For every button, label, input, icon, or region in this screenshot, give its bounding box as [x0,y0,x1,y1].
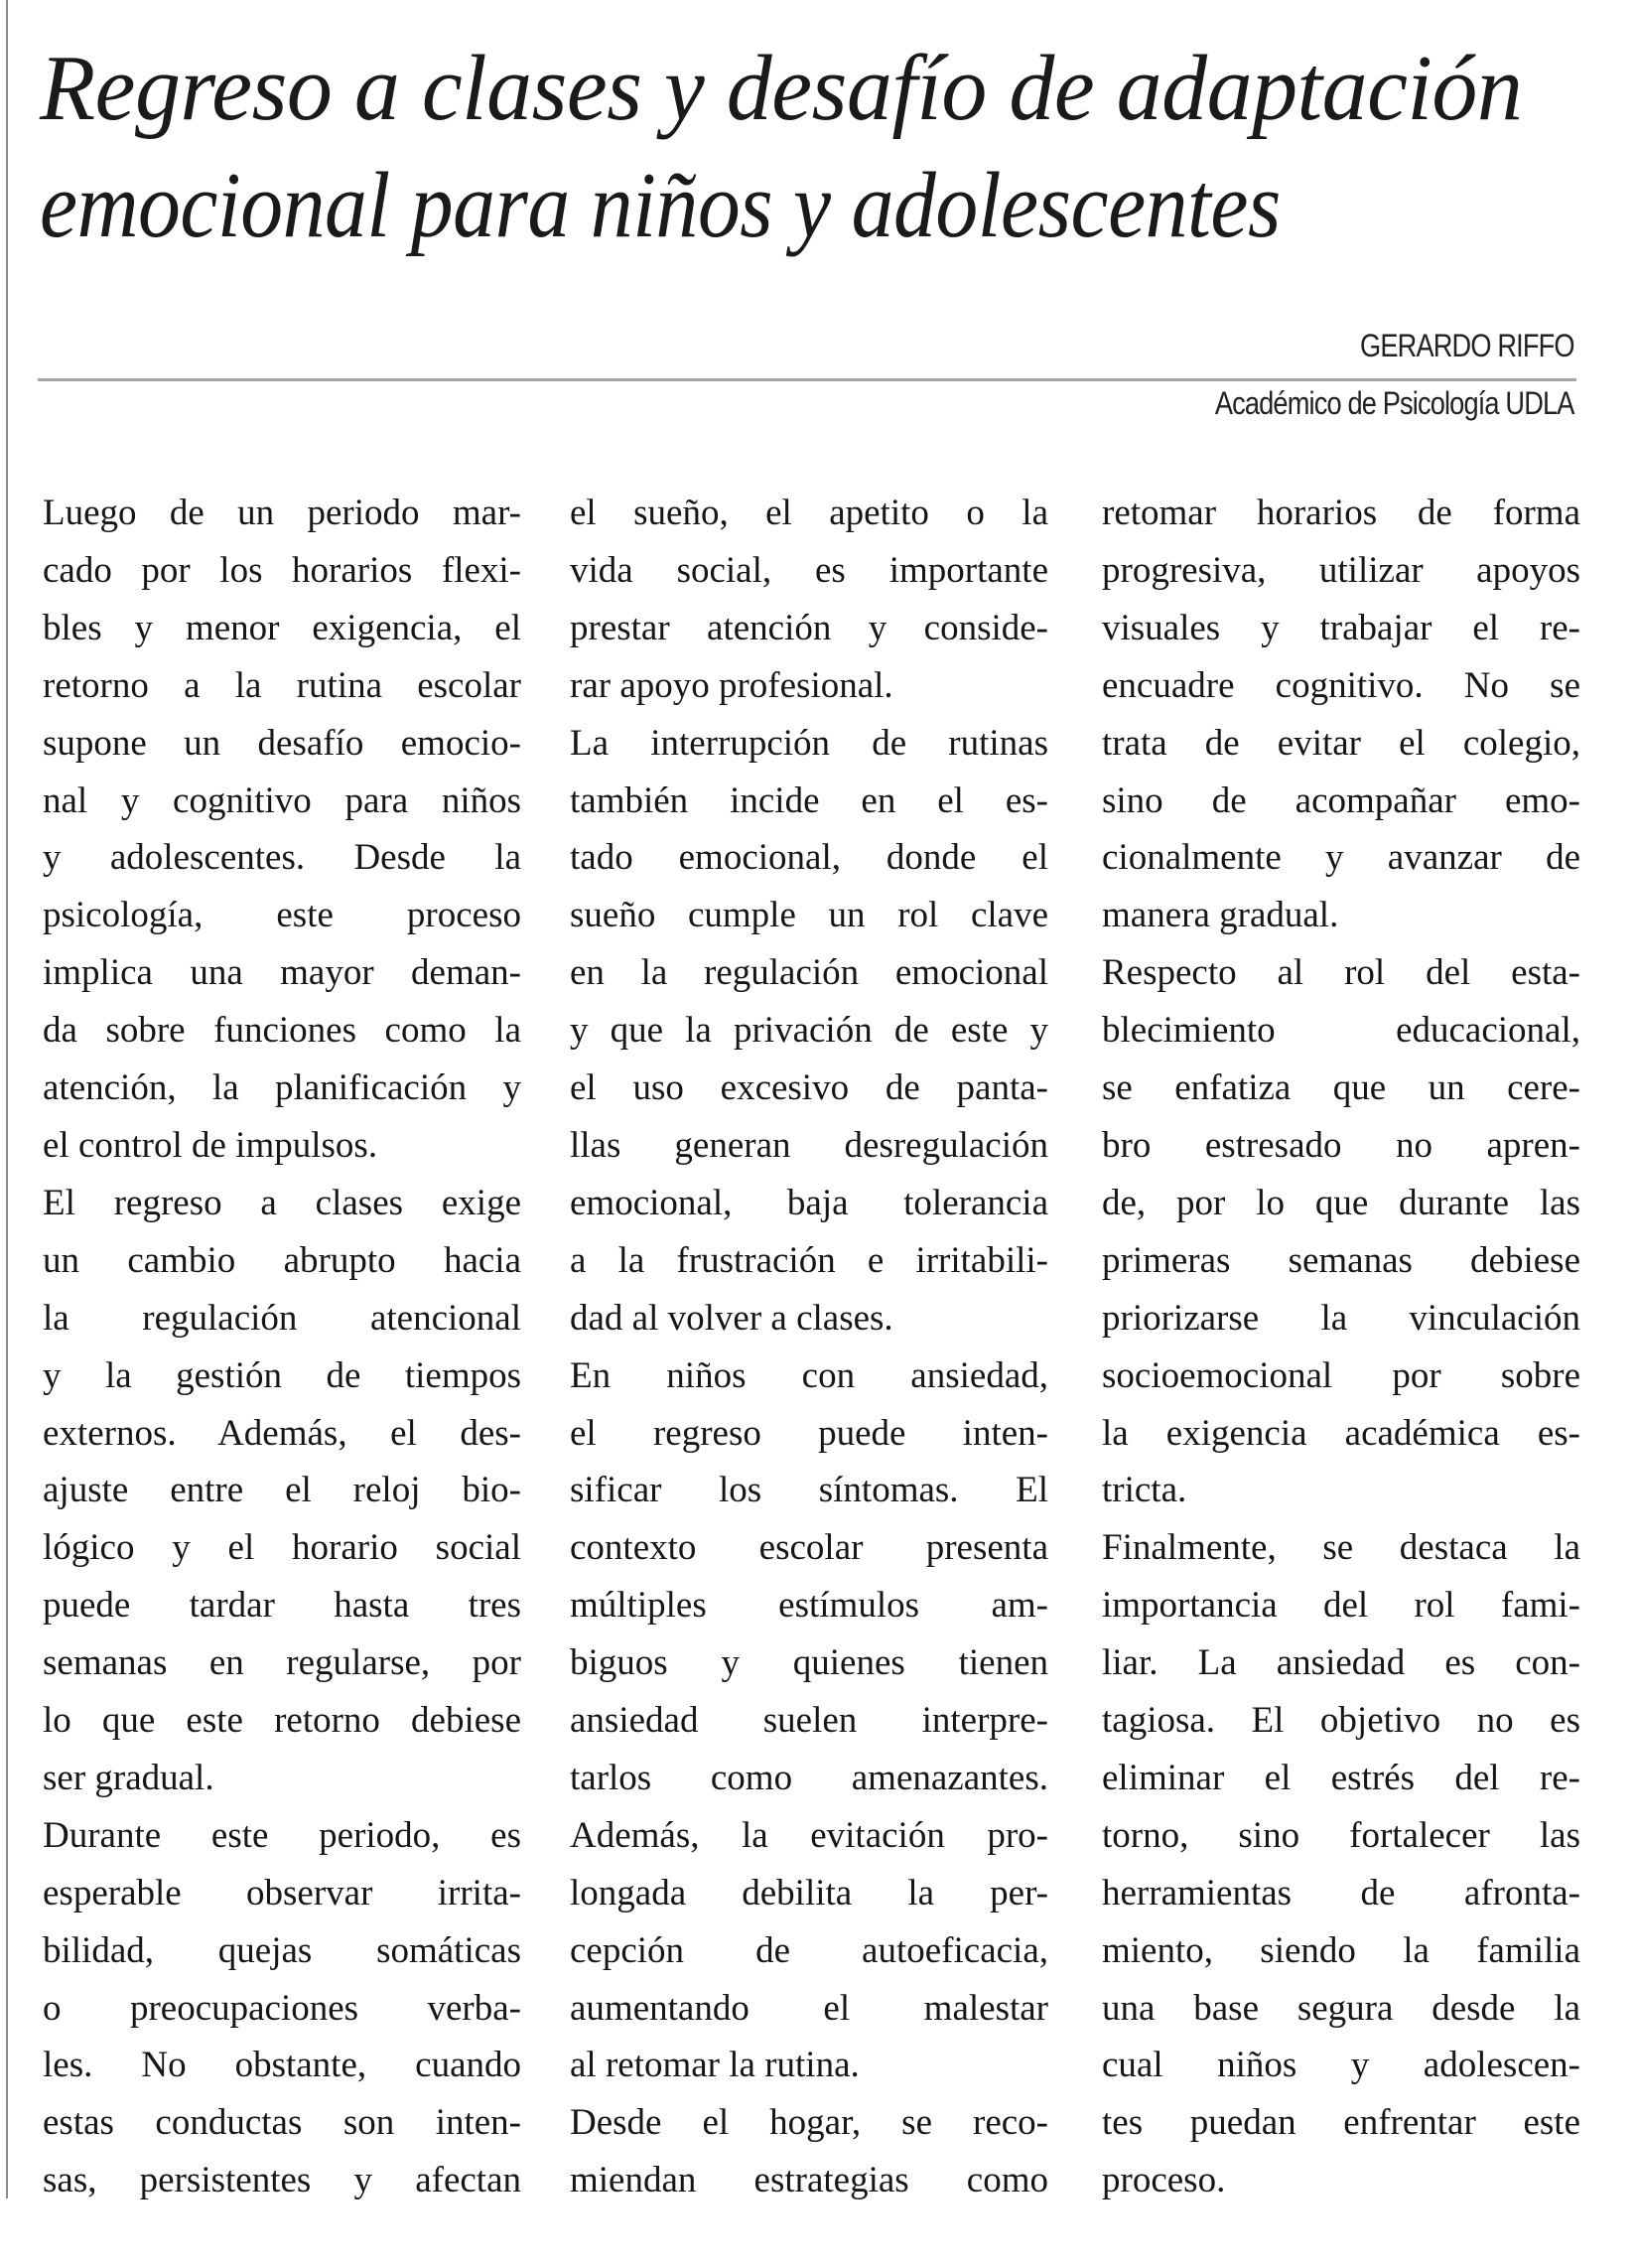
text-line: tes puedan enfrentar este [1102,2102,1580,2144]
text-line: priorizarse la vinculación [1102,1297,1580,1339]
text-line: la exigencia académica es- [1102,1412,1580,1454]
text-line: dad al volver a clases. [570,1297,893,1339]
text-line: socioemocional por sobre [1102,1354,1580,1396]
text-line: progresiva, utilizar apoyos [1102,549,1580,591]
text-line: proceso. [1102,2160,1226,2201]
text-line: tricta. [1102,1470,1187,1511]
text-line: herramientas de afronta- [1102,1872,1580,1914]
text-line: en la regulación emocional [570,952,1048,994]
text-line: el uso excesivo de panta- [570,1067,1048,1109]
text-line: El regreso a clases exige [43,1182,521,1223]
text-line: Finalmente, se destaca la [1102,1527,1580,1569]
text-line: una base segura desde la [1102,1987,1580,2029]
text-line: externos. Además, el des- [43,1412,521,1454]
text-line: esperable observar irrita- [43,1872,521,1914]
text-line: la regulación atencional [43,1297,521,1339]
text-line: blecimiento educacional, [1102,1010,1580,1052]
text-line: tagiosa. El objetivo no es [1102,1700,1580,1742]
text-line: a la frustración e irritabili- [570,1239,1048,1281]
title-line-1: Regreso a clases y desafío de adaptación [40,37,1523,140]
text-line: estas conductas son inten- [43,2102,521,2144]
paragraph [43,485,521,1175]
text-line: nal y cognitivo para niños [43,780,521,821]
text-line: y adolescentes. Desde la [43,837,521,879]
text-line: ansiedad suelen interpre- [570,1700,1048,1742]
text-line: el regreso puede inten- [570,1412,1048,1454]
text-line: primeras semanas debiese [1102,1239,1580,1281]
text-line: La interrupción de rutinas [570,722,1048,764]
text-line: contexto escolar presenta [570,1527,1048,1569]
paragraph [570,2094,1048,2209]
author-name: GERARDO RIFFO [1360,328,1574,363]
text-line: implica una mayor deman- [43,952,521,994]
text-line: ser gradual. [43,1757,214,1798]
text-line: tado emocional, donde el [570,837,1048,879]
text-line: trata de evitar el colegio, [1102,722,1580,764]
text-line: Durante este periodo, es [43,1814,521,1856]
text-line: psicología, este proceso [43,895,521,936]
paragraph [570,715,1048,1347]
paragraph [570,485,1048,715]
text-line: manera gradual. [1102,895,1339,936]
left-column-rule [6,0,8,2198]
text-line: cado por los horarios flexi- [43,549,521,591]
text-line: múltiples estímulos am- [570,1585,1048,1627]
author-role: Académico de Psicología UDLA [1215,385,1574,421]
text-line: sino de acompañar emo- [1102,780,1580,821]
text-line: sificar los síntomas. El [570,1470,1048,1511]
text-line: ajuste entre el reloj bio- [43,1470,521,1511]
text-line: retomar horarios de forma [1102,493,1580,533]
text-line: bilidad, quejas somáticas [43,1929,521,1971]
text-line: y la gestión de tiempos [43,1354,521,1396]
text-line: supone un desafío emocio- [43,722,521,764]
text-line: liar. La ansiedad es con- [1102,1642,1580,1684]
text-line: o preocupaciones verba- [43,1987,521,2029]
text-line: eliminar el estrés del re- [1102,1757,1580,1798]
paragraph [43,1175,521,1807]
text-line: vida social, es importante [570,549,1048,591]
text-line: un cambio abrupto hacia [43,1239,521,1281]
text-line: prestar atención y conside- [570,607,1048,648]
text-line: retorno a la rutina escolar [43,664,521,706]
text-line: aumentando el malestar [570,1987,1048,2029]
text-line: lo que este retorno debiese [43,1700,521,1742]
text-line: también incide en el es- [570,780,1048,821]
paragraph [1102,1519,1580,2209]
text-line: tarlos como amenazantes. [570,1757,1048,1798]
text-line: se enfatiza que un cere- [1102,1067,1580,1109]
text-line: Además, la evitación pro- [570,1814,1048,1856]
paragraph [1102,944,1580,1519]
text-line: da sobre funciones como la [43,1010,521,1052]
text-line: llas generan desregulación [570,1124,1048,1166]
text-line: Desde el hogar, se reco- [570,2102,1048,2144]
text-line: longada debilita la per- [570,1872,1048,1914]
text-line: bles y menor exigencia, el [43,607,521,648]
text-line: Respecto al rol del esta- [1102,952,1580,994]
text-line: les. No obstante, cuando [43,2045,521,2086]
text-line: En niños con ansiedad, [570,1354,1048,1396]
text-line: sueño cumple un rol clave [570,895,1048,936]
text-line: puede tardar hasta tres [43,1585,521,1627]
text-line: cepción de autoeficacia, [570,1929,1048,1971]
text-line: lógico y el horario social [43,1527,521,1569]
text-line: Luego de un periodo mar- [43,493,521,533]
text-line: rar apoyo profesional. [570,664,893,706]
article-column-1 [43,485,521,2209]
article-title [40,30,1608,264]
text-line: bro estresado no apren- [1102,1124,1580,1166]
article-column-2 [570,485,1048,2209]
paragraph [570,1347,1048,2095]
text-line: importancia del rol fami- [1102,1585,1580,1627]
paragraph [43,1807,521,2209]
text-line: al retomar la rutina. [570,2045,860,2086]
text-line: atención, la planificación y [43,1067,521,1109]
text-line: y que la privación de este y [570,1010,1048,1052]
text-line: el control de impulsos. [43,1124,378,1166]
text-line: el sueño, el apetito o la [570,493,1048,533]
text-line: cionalmente y avanzar de [1102,837,1580,879]
text-line: sas, persistentes y afectan [43,2160,521,2201]
text-line: miendan estrategias como [570,2160,1048,2201]
text-line: cual niños y adolescen- [1102,2045,1580,2086]
text-line: de, por lo que durante las [1102,1182,1580,1223]
text-line: miento, siendo la familia [1102,1929,1580,1971]
text-line: torno, sino fortalecer las [1102,1814,1580,1856]
paragraph [1102,485,1580,944]
title-line-2: emocional para niños y adolescentes [40,154,1281,257]
text-line: encuadre cognitivo. No se [1102,664,1580,706]
text-line: biguos y quienes tienen [570,1642,1048,1684]
text-line: semanas en regularse, por [43,1642,521,1684]
text-line: visuales y trabajar el re- [1102,607,1580,648]
text-line: emocional, baja tolerancia [570,1182,1048,1223]
article-column-3 [1102,485,1580,2209]
byline-divider [38,378,1576,381]
